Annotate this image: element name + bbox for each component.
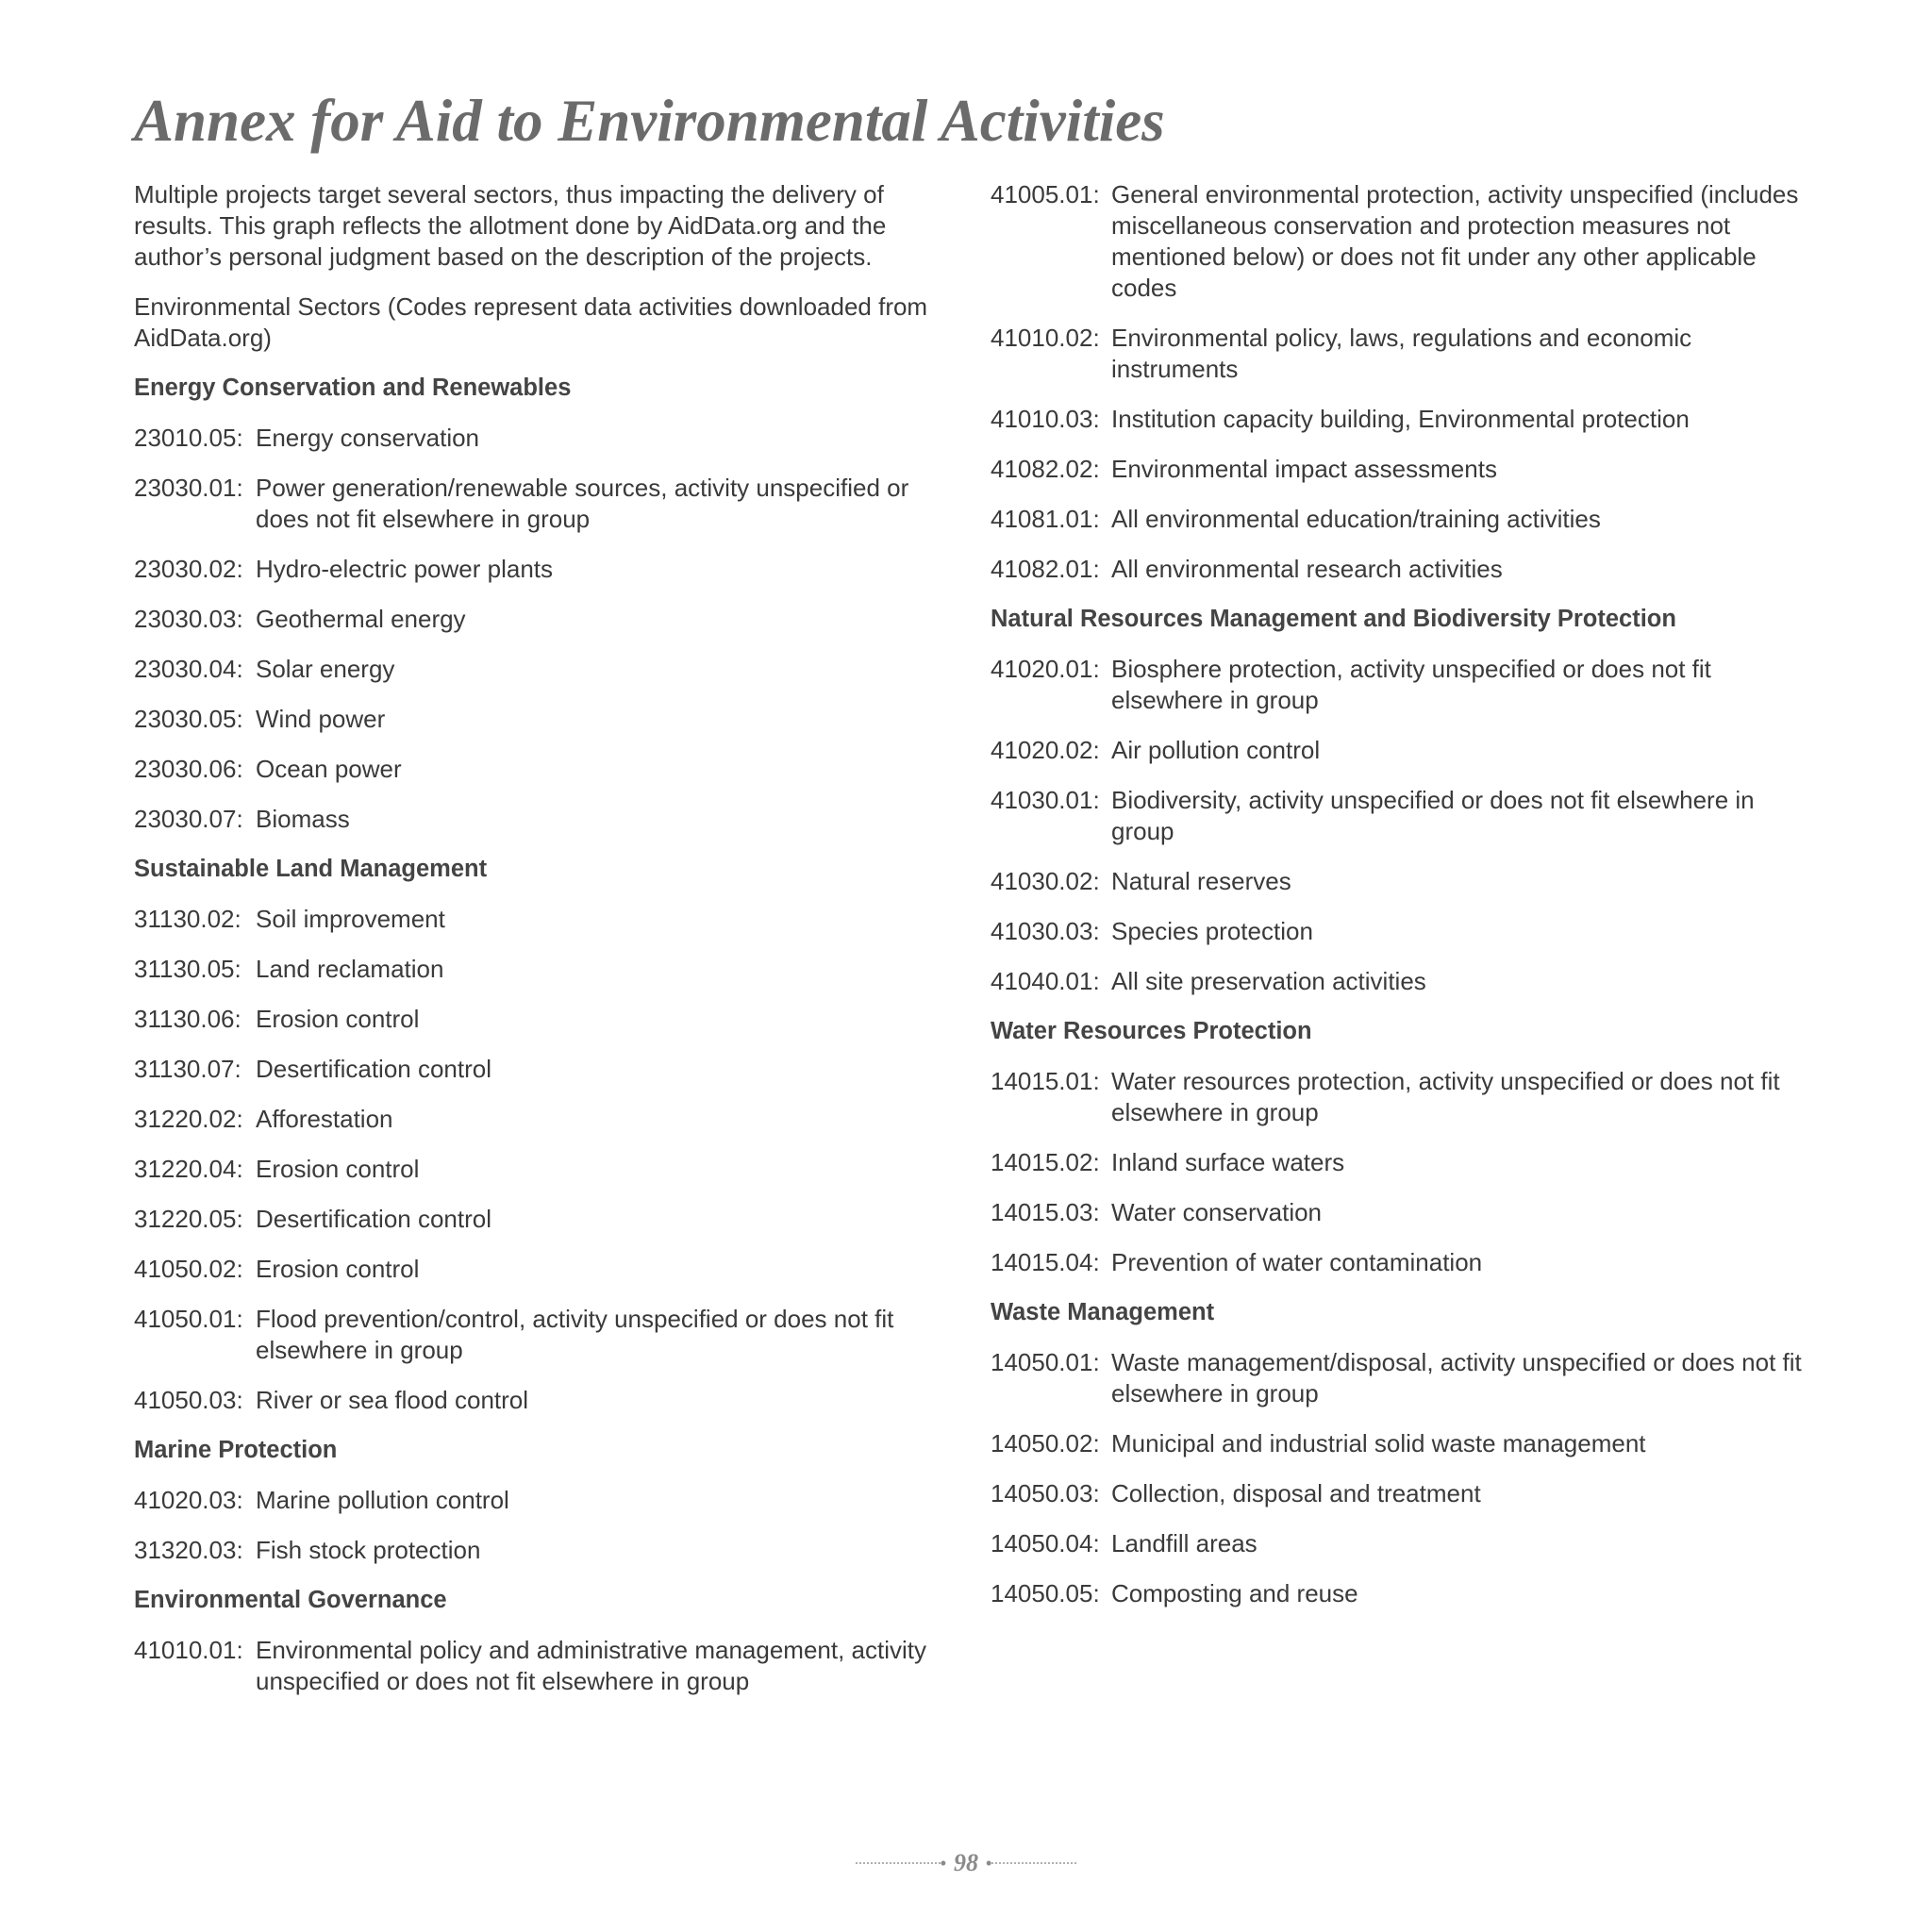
activity-code: 41050.01:	[134, 1305, 243, 1333]
activity-description: Erosion control	[256, 1155, 420, 1183]
activity-description: All environmental research activities	[1111, 555, 1503, 583]
footer-dots-left	[856, 1862, 941, 1864]
activity-description: Natural reserves	[1111, 867, 1291, 895]
section-heading-energy: Energy Conservation and Renewables	[134, 375, 572, 401]
activity-code: 41020.01:	[991, 655, 1100, 683]
list-item	[134, 1104, 964, 1135]
right-column	[991, 179, 1821, 1628]
activity-code: 41040.01:	[991, 967, 1100, 995]
activity-code: 41010.01:	[134, 1636, 243, 1664]
activity-description: Environmental policy, laws, regulations and economic instruments	[1111, 324, 1692, 383]
list-item	[134, 1004, 964, 1035]
left-column	[134, 179, 964, 1716]
activity-description: Flood prevention/control, activity unspecified or does not fit elsewhere in group	[256, 1305, 894, 1364]
activity-code: 41010.02:	[991, 324, 1100, 352]
list-item	[991, 1197, 1821, 1228]
list-item	[991, 554, 1821, 585]
activity-code: 23030.03:	[134, 605, 243, 633]
activity-description: Landfill areas	[1111, 1529, 1257, 1557]
activity-code: 14050.05:	[991, 1579, 1100, 1607]
footer-bullet-right: •	[986, 1853, 992, 1873]
list-item	[991, 1147, 1821, 1178]
activity-code: 23030.02:	[134, 555, 243, 583]
page-number: 98	[954, 1849, 978, 1876]
activity-description: Biodiversity, activity unspecified or does not fit elsewhere in group	[1111, 786, 1755, 845]
activity-code: 23030.06:	[134, 755, 243, 783]
activity-description: Inland surface waters	[1111, 1148, 1345, 1176]
section-heading-waste: Waste Management	[991, 1299, 1215, 1325]
activity-description: General environmental protection, activity unspecified (includes miscellaneous conservation and protection measures not mentioned below) or does not fit under any other applicable codes	[1111, 180, 1799, 302]
list-item	[991, 1478, 1821, 1509]
activity-code: 41050.03:	[134, 1386, 243, 1414]
activity-code: 41082.01:	[991, 555, 1100, 583]
activity-description: Species protection	[1111, 917, 1313, 945]
activity-code: 41081.01:	[991, 505, 1100, 533]
list-item	[134, 1535, 964, 1566]
list-item	[134, 423, 964, 454]
section-natural	[991, 654, 1821, 997]
list-item	[991, 1428, 1821, 1459]
list-item	[134, 954, 964, 985]
list-item	[134, 473, 964, 535]
activity-description: Desertification control	[256, 1205, 491, 1233]
section-heading-governance: Environmental Governance	[134, 1587, 447, 1613]
section-heading-natural: Natural Resources Management and Biodiversity Protection	[991, 606, 1676, 632]
list-item	[134, 554, 964, 585]
list-item	[134, 1254, 964, 1285]
activity-description: Marine pollution control	[256, 1486, 509, 1514]
activity-description: Waste management/disposal, activity unspecified or does not fit elsewhere in group	[1111, 1348, 1802, 1407]
list-item	[991, 735, 1821, 766]
section-water	[991, 1066, 1821, 1278]
activity-code: 41020.02:	[991, 736, 1100, 764]
activity-description: Institution capacity building, Environmental protection	[1111, 405, 1690, 433]
section-heading-water: Water Resources Protection	[991, 1018, 1312, 1044]
footer-dots-right	[991, 1862, 1076, 1864]
activity-description: Soil improvement	[256, 905, 445, 933]
activity-description: Water resources protection, activity unspecified or does not fit elsewhere in group	[1111, 1067, 1780, 1126]
activity-code: 31130.07:	[134, 1055, 242, 1083]
activity-description: Air pollution control	[1111, 736, 1321, 764]
list-item	[134, 604, 964, 635]
activity-description: Afforestation	[256, 1105, 393, 1133]
section-marine	[134, 1485, 964, 1566]
section-general	[991, 179, 1821, 585]
list-item	[134, 1485, 964, 1516]
list-item	[991, 654, 1821, 716]
activity-code: 41082.02:	[991, 455, 1100, 483]
list-item	[991, 179, 1821, 304]
activity-description: Collection, disposal and treatment	[1111, 1479, 1481, 1507]
activity-description: Biosphere protection, activity unspecified or does not fit elsewhere in group	[1111, 655, 1711, 714]
activity-description: All environmental education/training activities	[1111, 505, 1601, 533]
activity-code: 14050.02:	[991, 1429, 1100, 1457]
activity-description: Environmental impact assessments	[1111, 455, 1497, 483]
activity-code: 14015.03:	[991, 1198, 1100, 1226]
page-title: Annex for Aid to Environmental Activities	[134, 88, 1165, 154]
activity-code: 14015.01:	[991, 1067, 1100, 1095]
activity-code: 31220.04:	[134, 1155, 243, 1183]
list-item	[991, 916, 1821, 947]
activity-description: Fish stock protection	[256, 1536, 481, 1564]
intro-paragraph: Multiple projects target several sectors, thus impacting the delivery of results. This graph reflects the allotment done by AidData.org and the author’s personal judgment based on the description of the projects.	[134, 180, 887, 271]
list-item	[134, 1385, 964, 1416]
list-item	[991, 504, 1821, 535]
activity-code: 14050.03:	[991, 1479, 1100, 1507]
list-item	[134, 1154, 964, 1185]
activity-code: 41030.03:	[991, 917, 1100, 945]
activity-description: Biomass	[256, 805, 350, 833]
activity-description: Water conservation	[1111, 1198, 1323, 1226]
activity-code: 31220.05:	[134, 1205, 243, 1233]
list-item	[991, 785, 1821, 847]
activity-description: Erosion control	[256, 1005, 420, 1033]
section-waste	[991, 1347, 1821, 1609]
activity-description: Energy conservation	[256, 424, 480, 452]
list-item	[134, 704, 964, 735]
section-land	[134, 904, 964, 1416]
activity-code: 41020.03:	[134, 1486, 243, 1514]
list-item	[134, 804, 964, 835]
list-item	[991, 404, 1821, 435]
section-governance	[134, 1635, 964, 1697]
activity-code: 31220.02:	[134, 1105, 243, 1133]
activity-code: 23030.04:	[134, 655, 243, 683]
activity-code: 23030.07:	[134, 805, 243, 833]
activity-description: All site preservation activities	[1111, 967, 1426, 995]
list-item	[134, 904, 964, 935]
activity-description: Erosion control	[256, 1255, 420, 1283]
list-item	[991, 1347, 1821, 1409]
list-item	[991, 1247, 1821, 1278]
activity-description: Geothermal energy	[256, 605, 466, 633]
list-item	[991, 1066, 1821, 1128]
activity-code: 14015.04:	[991, 1248, 1100, 1276]
activity-code: 23030.01:	[134, 474, 243, 502]
activity-description: Solar energy	[256, 655, 395, 683]
activity-description: Ocean power	[256, 755, 402, 783]
activity-code: 41005.01:	[991, 180, 1100, 208]
list-item	[134, 1054, 964, 1085]
activity-code: 23030.05:	[134, 705, 243, 733]
activity-code: 41030.01:	[991, 786, 1100, 814]
activity-description: River or sea flood control	[256, 1386, 529, 1414]
list-item	[134, 654, 964, 685]
activity-code: 41010.03:	[991, 405, 1100, 433]
activity-code: 31130.02:	[134, 905, 242, 933]
activity-code: 41050.02:	[134, 1255, 243, 1283]
activity-description: Land reclamation	[256, 955, 444, 983]
activity-code: 14050.04:	[991, 1529, 1100, 1557]
footer-bullet-left: •	[940, 1853, 946, 1873]
activity-code: 14050.01:	[991, 1348, 1100, 1376]
activity-description: Power generation/renewable sources, activity unspecified or does not fit elsewhere in group	[256, 474, 909, 533]
list-item	[991, 323, 1821, 385]
list-item	[134, 1204, 964, 1235]
activity-code: 31130.05:	[134, 955, 242, 983]
activity-description: Wind power	[256, 705, 386, 733]
activity-description: Municipal and industrial solid waste management	[1111, 1429, 1646, 1457]
sectors-note: Environmental Sectors (Codes represent data activities downloaded from AidData.org)	[134, 292, 928, 352]
activity-code: 23010.05:	[134, 424, 243, 452]
list-item	[134, 1304, 964, 1366]
activity-description: Composting and reuse	[1111, 1579, 1358, 1607]
list-item	[134, 754, 964, 785]
list-item	[991, 966, 1821, 997]
activity-code: 14015.02:	[991, 1148, 1100, 1176]
section-energy	[134, 423, 964, 835]
activity-code: 31130.06:	[134, 1005, 242, 1033]
activity-description: Environmental policy and administrative management, activity unspecified or does not fit elsewhere in group	[256, 1636, 927, 1695]
section-heading-land: Sustainable Land Management	[134, 856, 488, 882]
list-item	[991, 454, 1821, 485]
activity-code: 31320.03:	[134, 1536, 243, 1564]
page-footer	[0, 1849, 1932, 1877]
activity-description: Desertification control	[256, 1055, 491, 1083]
activity-code: 41030.02:	[991, 867, 1100, 895]
list-item	[991, 1578, 1821, 1609]
activity-description: Prevention of water contamination	[1111, 1248, 1483, 1276]
list-item	[991, 866, 1821, 897]
activity-description: Hydro-electric power plants	[256, 555, 554, 583]
list-item	[991, 1528, 1821, 1559]
list-item	[134, 1635, 964, 1697]
section-heading-marine: Marine Protection	[134, 1437, 338, 1463]
